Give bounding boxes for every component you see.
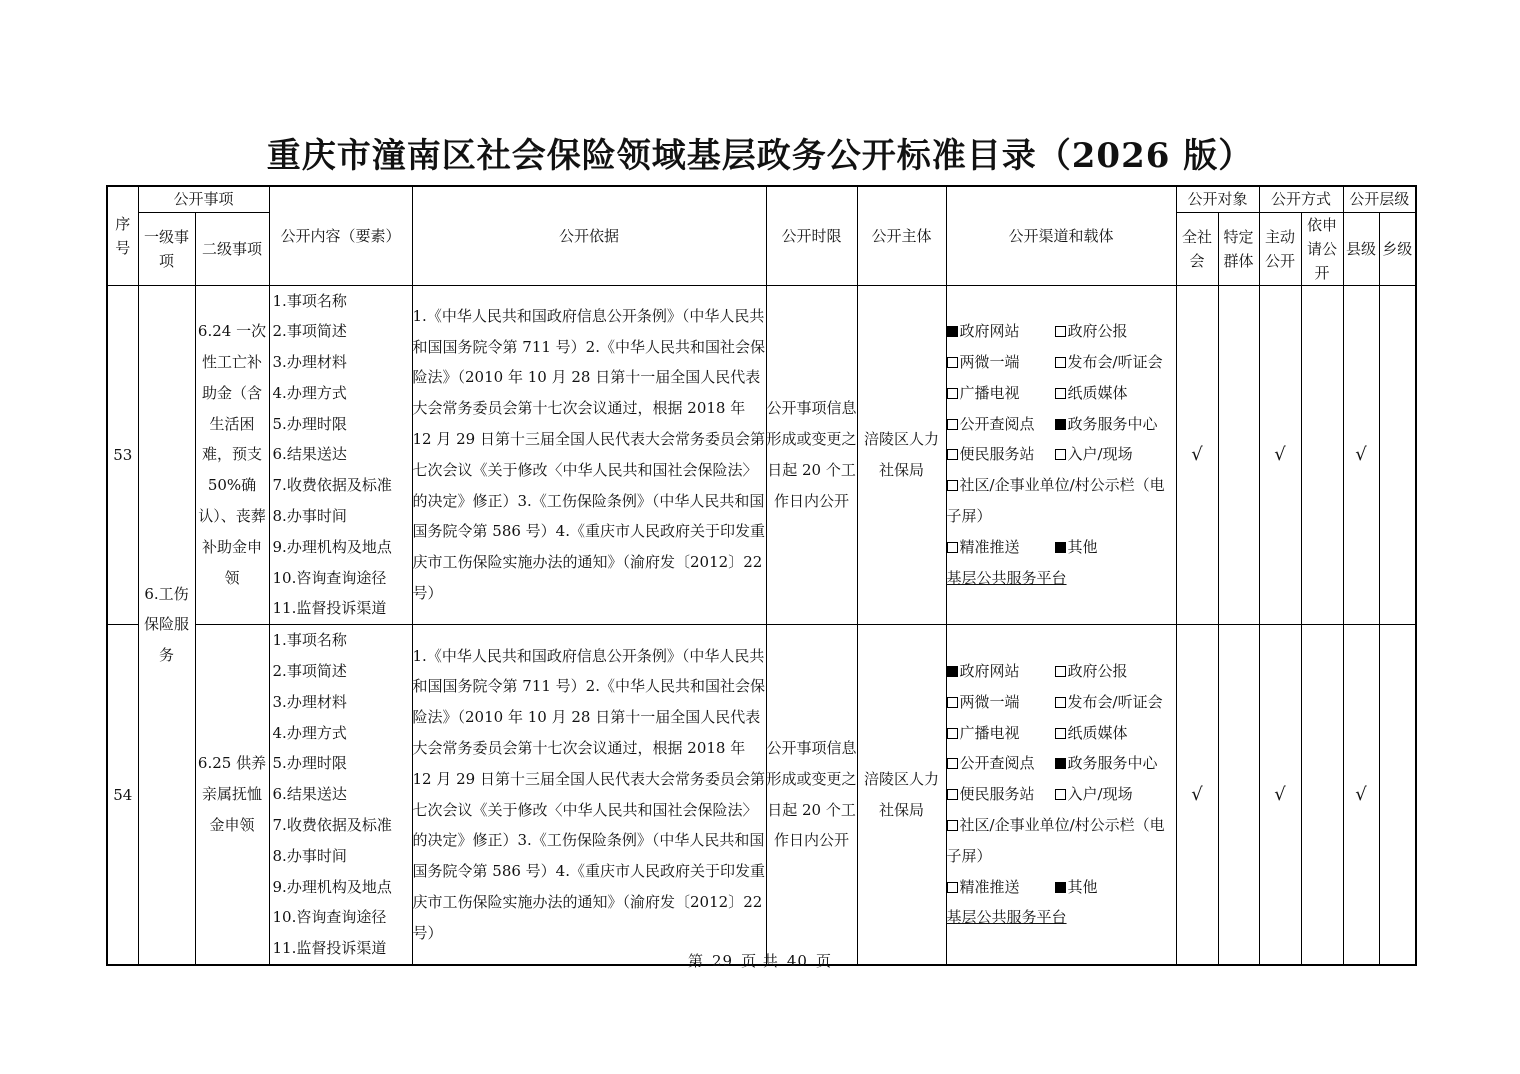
content-item: 11.监督投诉渠道 [272,939,387,958]
channel-label: 入户/现场 [1067,785,1133,804]
channel-label: 政府公报 [1067,662,1128,681]
header-subject: 公开主体 [857,186,946,285]
checked-box-icon [1055,758,1066,769]
header-method-apply: 依申请公开 [1301,212,1343,285]
channel-label: 精准推送 [959,537,1020,556]
channel-label: 政务服务中心 [1067,414,1158,433]
checked-box-icon [1055,542,1066,553]
basis-text: 1.《中华人民共和国政府信息公开条例》（中华人民共和国国务院令第 711 号）2.《中华人民共和国社会保险法》（2010 年 10 月 28 日第十一届全国人民代表大会常务委员会第十七次会议通过，根据 2018 年 12 月 29 日第十三届全国人民代表大会常务委员会第七次会议《关于修改〈中华人民共和国社会保险法〉的决定》修正）3.《工伤保险条例》（中华人民共和国国务院令第 586 号）4.《重庆市人民政府关于印发重庆市工伤保险实施办法的通知》（渝府发〔2012〕22 号） [412,625,766,965]
content-item: 11.监督投诉渠道 [272,599,387,618]
table-row [107,625,1416,965]
content-item: 8.办事时间 [272,507,347,526]
channels-cell [946,285,1176,625]
content-item: 9.办理机构及地点 [272,877,392,896]
channel-label: 入户/现场 [1067,445,1133,464]
channel-label: 政府网站 [959,322,1020,341]
header-target-specific: 特定群体 [1218,212,1259,285]
channel-label: 精准推送 [959,877,1020,896]
content-item: 6.结果送达 [272,785,347,804]
content-item: 4.办理方式 [272,383,347,402]
channel-label: 便民服务站 [959,785,1035,804]
unchecked-box-icon [1055,449,1066,460]
content-item: 2.事项简述 [272,322,347,341]
content-item: 5.办理时限 [272,754,347,773]
channel-label: 社区/企事业单位/村公示栏（电子屏） [946,816,1165,865]
content-item: 9.办理机构及地点 [272,537,392,556]
header-level: 公开层级 [1343,186,1416,212]
header-time-limit: 公开时限 [766,186,857,285]
subject: 涪陵区人力社保局 [857,625,946,965]
content-item: 8.办事时间 [272,846,347,865]
catalog-table [106,185,1417,966]
unchecked-box-icon [947,697,958,708]
checked-box-icon [1055,419,1066,430]
header-target: 公开对象 [1176,186,1259,212]
other-channel: 基层公共服务平台 [946,908,1067,927]
header-method: 公开方式 [1259,186,1343,212]
header-target-all: 全社会 [1176,212,1218,285]
content-list [269,625,412,965]
level-county-check: √ [1343,285,1379,625]
page-footer [0,950,1520,971]
content-list [269,285,412,625]
level-township-check [1379,625,1416,965]
unchecked-box-icon [1055,388,1066,399]
channel-label: 社区/企事业单位/村公示栏（电子屏） [946,476,1165,526]
channels-cell [946,625,1176,965]
channel-label: 发布会/听证会 [1067,692,1163,711]
channel-label: 广播电视 [959,723,1020,742]
unchecked-box-icon [1055,326,1066,337]
header-basis: 公开依据 [412,186,766,285]
unchecked-box-icon [1055,728,1066,739]
method-active-check: √ [1259,625,1301,965]
footer-suffix: 页 [815,952,832,970]
channel-label: 广播电视 [959,383,1020,402]
header-seq: 序号 [107,186,138,285]
footer-mid: 页 共 [741,952,779,970]
header-content: 公开内容（要素） [269,186,412,285]
content-item: 2.事项简述 [272,662,347,681]
page-title: 重庆市潼南区社会保险领域基层政务公开标准目录（2026 版） [266,136,1254,176]
content-item: 10.咨询查询途径 [272,568,387,587]
footer-prefix: 第 [688,952,705,970]
header-channels: 公开渠道和载体 [946,186,1176,285]
unchecked-box-icon [947,357,958,368]
level2-item: 6.25 供养亲属抚恤金申领 [195,625,269,965]
content-item: 3.办理材料 [272,353,347,372]
target-all-check: √ [1176,625,1218,965]
header-level-township: 乡级 [1379,212,1416,285]
unchecked-box-icon [947,882,958,893]
header-level-county: 县级 [1343,212,1379,285]
content-item: 10.咨询查询途径 [272,908,387,927]
method-apply-check [1301,625,1343,965]
basis-text: 1.《中华人民共和国政府信息公开条例》（中华人民共和国国务院令第 711 号）2.《中华人民共和国社会保险法》（2010 年 10 月 28 日第十一届全国人民代表大会常务委员会第十七次会议通过，根据 2018 年 12 月 29 日第十三届全国人民代表大会常务委员会第七次会议《关于修改〈中华人民共和国社会保险法〉的决定》修正）3.《工伤保险条例》（中华人民共和国国务院令第 586 号）4.《重庆市人民政府关于印发重庆市工伤保险实施办法的通知》（渝府发〔2012〕22 号） [412,285,766,625]
row-seq: 54 [107,625,138,965]
time-limit: 公开事项信息形成或变更之日起 20 个工作日内公开 [766,285,857,625]
unchecked-box-icon [947,542,958,553]
channel-label: 公开查阅点 [959,754,1035,773]
header-level2: 二级事项 [195,212,269,285]
content-item: 7.收费依据及标准 [272,816,392,835]
footer-page-number: 29 [712,952,734,970]
channel-label: 便民服务站 [959,445,1035,464]
level2-item: 6.24 一次性工亡补助金（含生活困难，预支 50%确认）、丧葬补助金申领 [195,285,269,625]
header-items: 公开事项 [138,186,269,212]
channel-label: 发布会/听证会 [1067,353,1163,372]
header-method-active: 主动公开 [1259,212,1301,285]
unchecked-box-icon [1055,789,1066,800]
unchecked-box-icon [947,728,958,739]
channel-label: 政府公报 [1067,322,1128,341]
header-level1: 一级事项 [138,212,195,285]
other-channel: 基层公共服务平台 [946,568,1067,587]
checked-box-icon [947,666,958,677]
footer-total-pages: 40 [786,952,808,970]
unchecked-box-icon [947,789,958,800]
checked-box-icon [1055,882,1066,893]
unchecked-box-icon [1055,697,1066,708]
content-item: 7.收费依据及标准 [272,476,392,495]
channel-label: 其他 [1067,537,1098,556]
channel-label: 政务服务中心 [1067,754,1158,773]
unchecked-box-icon [947,419,958,430]
method-active-check: √ [1259,285,1301,625]
time-limit: 公开事项信息形成或变更之日起 20 个工作日内公开 [766,625,857,965]
content-item: 1.事项名称 [272,631,347,650]
target-specific-check [1218,285,1259,625]
target-specific-check [1218,625,1259,965]
channel-label: 政府网站 [959,662,1020,681]
subject: 涪陵区人力社保局 [857,285,946,625]
content-item: 6.结果送达 [272,445,347,464]
method-apply-check [1301,285,1343,625]
unchecked-box-icon [1055,357,1066,368]
channel-label: 其他 [1067,877,1098,896]
unchecked-box-icon [947,480,958,491]
level1-item: 6.工伤保险服务 [138,285,195,965]
unchecked-box-icon [947,820,958,831]
channel-label: 纸质媒体 [1067,723,1128,742]
content-item: 5.办理时限 [272,414,347,433]
unchecked-box-icon [1055,666,1066,677]
unchecked-box-icon [947,449,958,460]
channel-label: 两微一端 [959,353,1020,372]
level-township-check [1379,285,1416,625]
unchecked-box-icon [947,388,958,399]
channel-label: 公开查阅点 [959,414,1035,433]
content-item: 3.办理材料 [272,692,347,711]
target-all-check: √ [1176,285,1218,625]
level-county-check: √ [1343,625,1379,965]
content-item: 1.事项名称 [272,291,347,310]
checked-box-icon [947,326,958,337]
channel-label: 纸质媒体 [1067,383,1128,402]
table-row [107,285,1416,625]
row-seq: 53 [107,285,138,625]
content-item: 4.办理方式 [272,723,347,742]
channel-label: 两微一端 [959,692,1020,711]
unchecked-box-icon [947,758,958,769]
